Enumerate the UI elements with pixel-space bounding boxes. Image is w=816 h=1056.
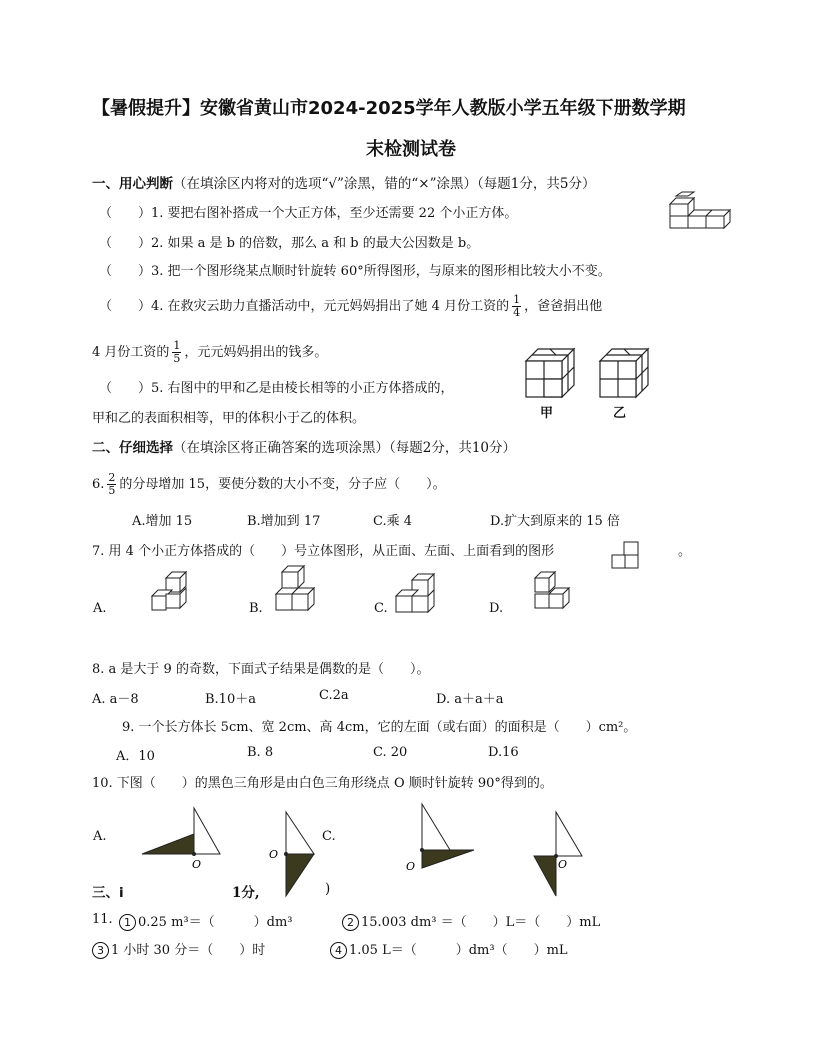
- q11-item-3: [92, 939, 265, 959]
- q8-option-c[interactable]: C.2a: [319, 688, 349, 703]
- page-title-line1: 【暑假提升】安徽省黄山市2024-2025学年人教版小学五年级下册数学期: [92, 98, 686, 119]
- question-7: 7. 用 4 个小正方体搭成的（ ）号立体图形，从正面、左面、上面看到的图形: [92, 544, 555, 559]
- q6-option-c[interactable]: C.乘 4: [373, 514, 413, 529]
- q6-option-d[interactable]: D.扩大到原来的 15 倍: [490, 514, 620, 529]
- section1-note: （在填涂区内将对的选项“√”涂黑，错的“×”涂黑）（每题1分，共5分）: [173, 176, 596, 192]
- q10-option-c-label[interactable]: C.: [322, 829, 336, 844]
- q10-d-point-o: O: [558, 858, 568, 871]
- q4-frac1-num: 1: [513, 293, 521, 306]
- figure-jia: [526, 349, 582, 401]
- q11-item-4: [330, 939, 568, 959]
- q10-figure-b: [264, 808, 324, 898]
- q4-text-b: ，爸爸捐出他: [524, 299, 603, 314]
- q11-item-1-circle: 1: [119, 914, 136, 931]
- q7-view-shape: [612, 541, 640, 569]
- q11-item-1-text: 0.25 m³＝（ ）dm³: [138, 915, 293, 930]
- q10-c-point-o: O: [406, 860, 416, 873]
- q11-item-2: [342, 911, 600, 931]
- q11-item-3-circle: 3: [92, 942, 109, 959]
- question-2: （ ）2. 如果 a 是 b 的倍数，那么 a 和 b 的最大公因数是 b。: [99, 236, 480, 251]
- q11-item-2-circle: 2: [342, 914, 359, 931]
- q10-figure-c: [406, 804, 478, 876]
- label-jia: 甲: [540, 406, 554, 421]
- question-5-line2: 甲和乙的表面积相等，甲的体积小于乙的体积。: [92, 411, 366, 426]
- q11-item-4-text: 1.05 L＝（ ）dm³（ ）mL: [349, 943, 568, 958]
- question-9: 9. 一个长方体长 5cm、宽 2cm、高 4cm，它的左面（或右面）的面积是（ ）cm²。: [122, 720, 637, 735]
- q7-option-d-figure: [533, 570, 577, 614]
- label-yi: 乙: [613, 406, 627, 421]
- q6-frac-den: 5: [108, 484, 116, 497]
- question-8: 8. a 是大于 9 的奇数，下面式子结果是偶数的是（ ）。: [92, 662, 430, 677]
- question-10: 10. 下图（ ）的黑色三角形是由白色三角形绕点 O 顺时针旋转 90°得到的。: [92, 776, 553, 791]
- q4-frac2-num: 1: [173, 339, 181, 352]
- q11-item-2-text: 15.003 dm³ ＝（ ）L＝（ ）mL: [361, 915, 601, 930]
- q7-option-b-figure: [276, 566, 324, 612]
- q7-end: 。: [678, 544, 692, 559]
- q10-b-point-o: O: [269, 848, 279, 861]
- q9-option-b[interactable]: B. 8: [247, 745, 274, 760]
- q10-figure-a: [142, 808, 234, 871]
- question-5-line1: （ ）5. 右图中的甲和乙是由棱长相等的小正方体搭成的，: [99, 381, 454, 396]
- q8-option-b[interactable]: B.10＋a: [205, 692, 256, 707]
- section2-note: （在填涂区将正确答案的选项涂黑）（每题2分，共10分）: [173, 440, 517, 456]
- q11-item-1: [119, 911, 292, 931]
- q4-text-a: （ ）4. 在救灾云助力直播活动中，元元妈妈捐出了她 4 月份工资的: [99, 299, 510, 314]
- q6-option-b[interactable]: B.增加到 17: [247, 514, 321, 529]
- q9-option-d[interactable]: D.16: [488, 745, 519, 760]
- section1-header: [92, 172, 595, 192]
- q4-fraction-2: [172, 340, 181, 365]
- section3-note: 1分,: [232, 885, 260, 901]
- q7-option-c-figure: [394, 574, 444, 614]
- q7-option-c-label[interactable]: C.: [374, 601, 388, 616]
- section2-heading: 二、仔细选择: [92, 440, 173, 456]
- question-4-line1: [99, 294, 602, 319]
- q6-text: 的分母增加 15，要使分数的大小不变，分子应（ ）。: [119, 477, 446, 492]
- q7-option-a-label[interactable]: A.: [93, 601, 107, 616]
- q10-option-a-label[interactable]: A.: [93, 829, 107, 844]
- question-4-line2: [92, 340, 327, 365]
- question-1: （ ）1. 要把右图补搭成一个大正方体，至少还需要 22 个小正方体。: [99, 206, 518, 221]
- q4-text-d: ，元元妈妈捐出的钱多。: [184, 345, 328, 360]
- q4-frac2-den: 5: [173, 352, 181, 365]
- q4-text-c: 4 月份工资的: [92, 345, 170, 360]
- question-6: [92, 472, 446, 497]
- q6-frac-num: 2: [108, 471, 116, 484]
- q4-frac1-den: 4: [513, 306, 521, 319]
- q11-item-4-circle: 4: [330, 942, 347, 959]
- q7-option-d-label[interactable]: D.: [489, 601, 504, 616]
- q6-option-a[interactable]: A.增加 15: [132, 514, 193, 529]
- page-title-line2: 末检测试卷: [366, 139, 456, 160]
- q9-option-a[interactable]: A．10: [116, 749, 155, 764]
- q7-option-b-label[interactable]: B.: [249, 601, 263, 616]
- figure-yi: [600, 349, 656, 401]
- q10-figure-d: [530, 808, 590, 898]
- q8-option-a[interactable]: A. a－8: [92, 692, 139, 707]
- section1-heading: 一、用心判断: [92, 176, 173, 192]
- section3-header: [92, 881, 124, 901]
- q1-cube-figure: [668, 186, 730, 232]
- q9-option-c[interactable]: C. 20: [373, 745, 408, 760]
- section3-note-end: ): [325, 881, 331, 897]
- q4-fraction-1: [512, 294, 521, 319]
- q11-prefix: 11.: [92, 912, 113, 927]
- q8-option-d[interactable]: D. a＋a＋a: [436, 692, 504, 707]
- q7-option-a-figure: [152, 570, 194, 614]
- q6-fraction: [107, 472, 116, 497]
- question-3: （ ）3. 把一个图形绕某点顺时针旋转 60°所得图形，与原来的图形相比较大小不变。: [99, 264, 611, 279]
- section2-header: [92, 436, 516, 456]
- q6-prefix: 6.: [92, 477, 105, 492]
- q11-item-3-text: 1 小时 30 分＝（ ）时: [111, 943, 266, 958]
- q10-a-point-o: O: [192, 858, 202, 871]
- section3-heading: 三、i: [92, 885, 124, 901]
